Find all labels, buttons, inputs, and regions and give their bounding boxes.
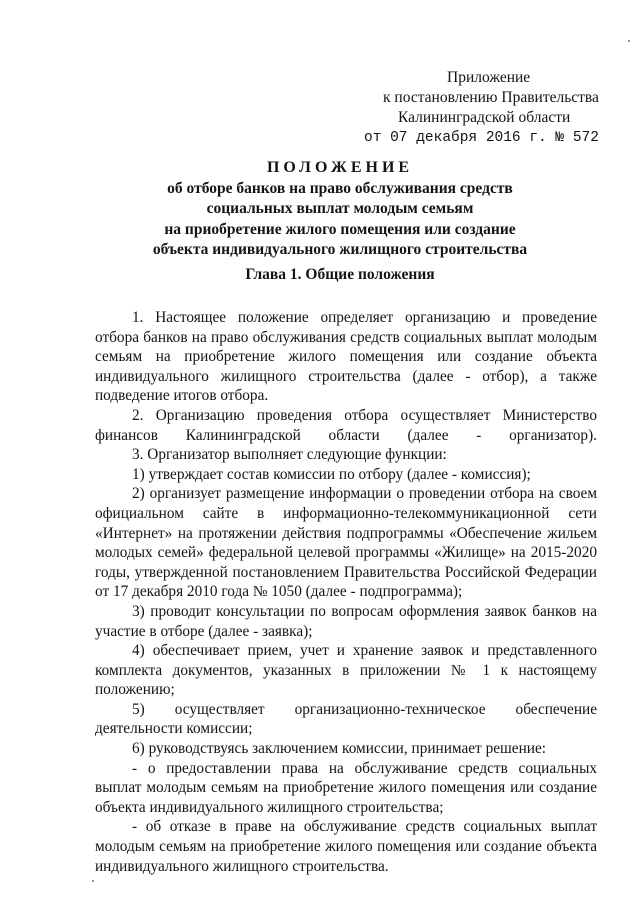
appendix-label: Приложение	[447, 69, 531, 86]
chapter-heading: Глава 1. Общие положения	[245, 266, 435, 283]
paragraph-3: 3. Организатор выполняет следующие функции:	[132, 446, 447, 464]
document-title-block	[100, 158, 580, 261]
appendix-date-number: от 07 декабря 2016 г. № 572	[364, 130, 599, 146]
list-item-6: 6) руководствуясь заключением комиссии, принимает решение:	[132, 740, 546, 758]
list-item-4: 4) обеспечивает прием, учет и хранение заявок и представленного комплекта документов, указанных в приложении № 1 к настоящему положению;	[95, 642, 597, 699]
appendix-region: Калининградской области	[398, 109, 571, 126]
decision-option-grant: - о предоставлении права на обслуживание средств социальных выплат молодым семьям на приобретение жилого помещения или создание объекта индивидуального жилищного строительства;	[95, 759, 597, 816]
paragraph-2: 2. Организацию проведения отбора осуществляет Министерство финансов Калининградской области (далее - организатор).	[95, 406, 597, 444]
scan-speck	[92, 880, 94, 882]
paragraph-1: 1. Настоящее положение определяет организацию и проведение отбора банков на право обслуживания средств социальных выплат молодым семьям на приобретение жилого помещения или создание объекта индивидуального жилищного строительства (далее - отбор), а также подведение итогов отбора.	[95, 309, 597, 405]
title-line-1: об отборе банков на право обслуживания средств	[167, 179, 513, 197]
list-item-3: 3) проводит консультации по вопросам оформления заявок банков на участие в отборе (далее - заявка);	[95, 602, 597, 640]
list-item-1: 1) утверждает состав комиссии по отбору (далее - комиссия);	[132, 465, 531, 483]
title-line-2: социальных выплат молодым семьям	[206, 200, 474, 217]
document-title: ПОЛОЖЕНИЕ	[266, 159, 414, 176]
appendix-header	[360, 68, 600, 148]
list-item-2: 2) организует размещение информации о проведении отбора на своем официальном сайте в информационно-телекоммуникационной сети «Интернет» на протяжении действия подпрограммы «Обеспечение жильем молодых семей» федеральной целевой программы «Жилище» на 2015-2020 годы, утвержденной постановлением Правительства Российской Федерации от 17 декабря 2010 года № 1050 (далее - подпрограмма);	[95, 485, 597, 601]
title-line-3: на приобретение жилого помещения или создание	[164, 220, 516, 238]
decision-option-refuse: - об отказе в праве на обслуживание средств социальных выплат молодым семьям на приобретение жилого помещения или создание объекта индивидуального жилищного строительства.	[95, 818, 597, 875]
appendix-resolution: к постановлению Правительства	[383, 89, 599, 106]
list-item-5: 5) осуществляет организационно-техническое обеспечение деятельности комиссии;	[95, 700, 597, 738]
document-body	[95, 308, 597, 876]
scan-speck	[628, 40, 630, 42]
title-line-4: объекта индивидуального жилищного строительства	[152, 241, 528, 258]
